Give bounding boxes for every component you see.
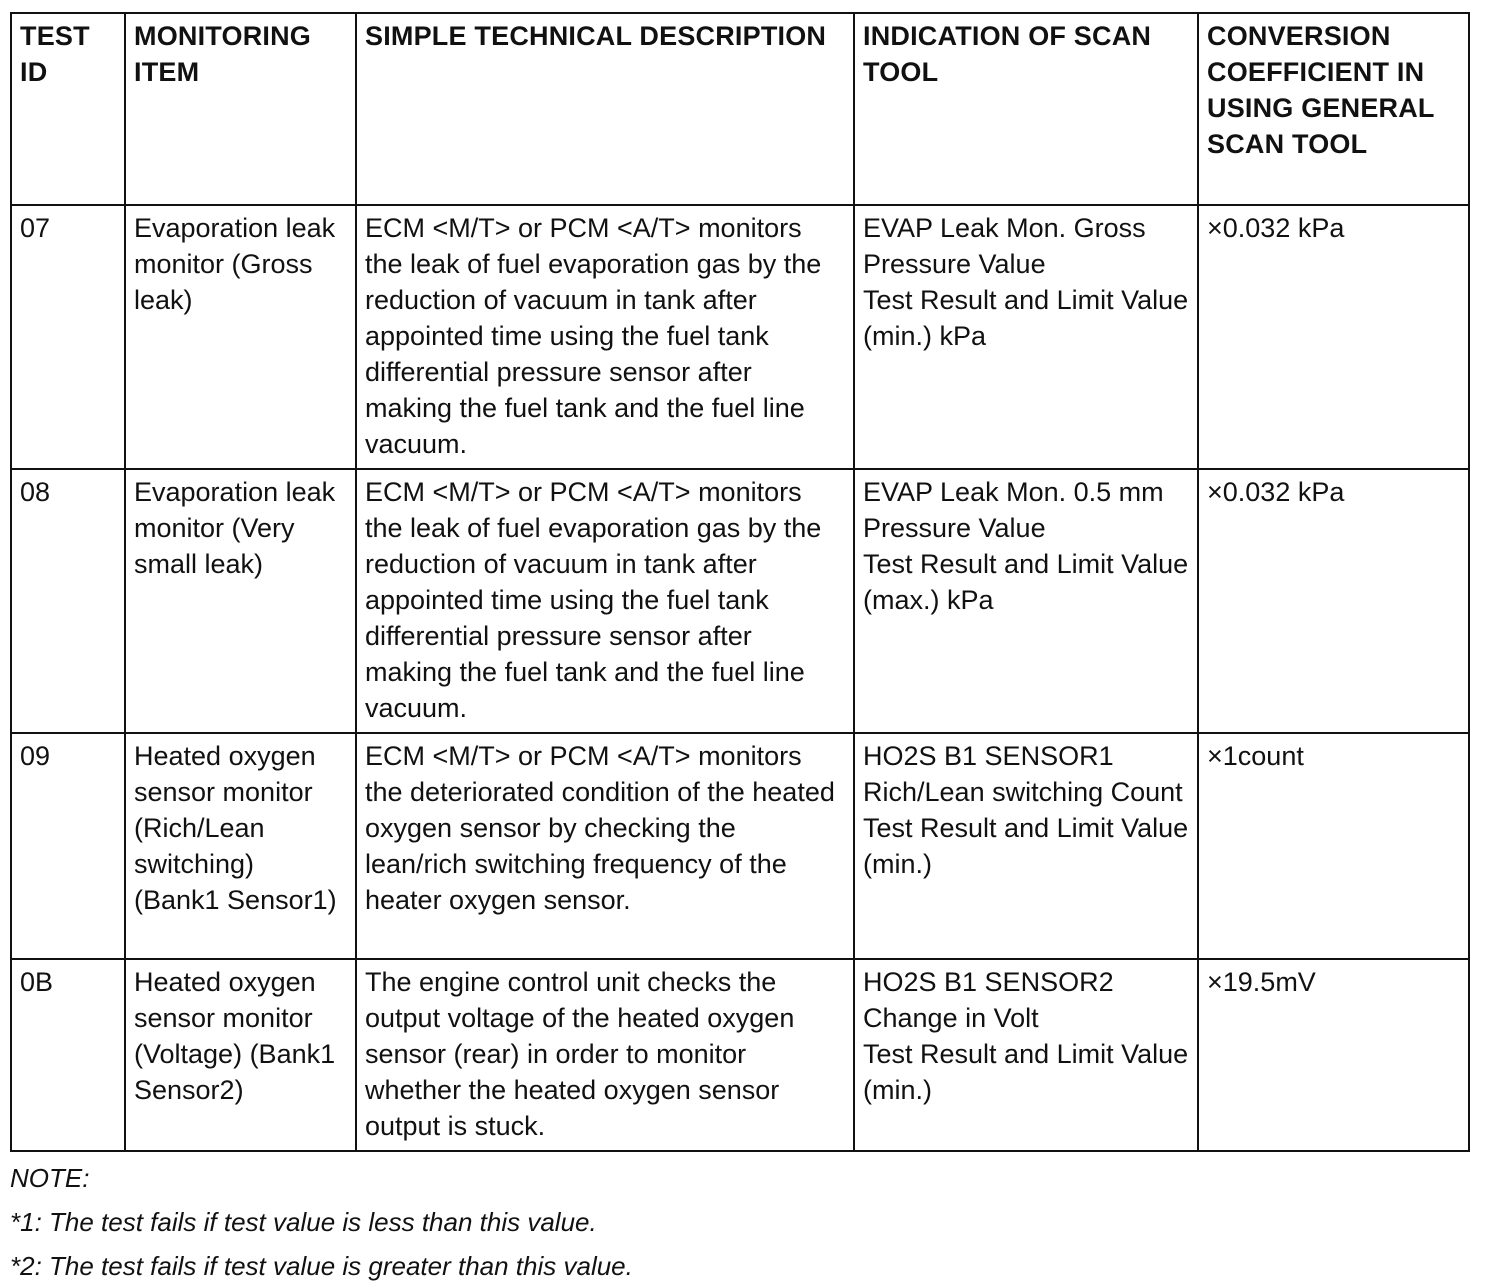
cell-test-id: 0B [11,959,125,1151]
cell-indication: HO2S B1 SENSOR1 Rich/Lean switching Count Test Result and Limit Value (min.) [854,733,1198,959]
cell-description: ECM <M/T> or PCM <A/T> monitors the deteriorated condition of the heated oxygen sensor by checking the lean/rich switching frequency of the heater oxygen sensor. [356,733,854,959]
header-conversion: CONVERSION COEFFICIENT IN USING GENERAL SCAN TOOL [1198,13,1469,205]
cell-indication: EVAP Leak Mon. Gross Pressure Value Test Result and Limit Value (min.) kPa [854,205,1198,469]
table-row [11,469,1469,733]
cell-description: ECM <M/T> or PCM <A/T> monitors the leak of fuel evaporation gas by the reduction of vacuum in tank after appointed time using the fuel tank differential pressure sensor after making the fuel tank and the fuel line vacuum. [356,469,854,733]
note-2: *2: The test fails if test value is greater than this value. [10,1251,633,1281]
cell-test-id: 07 [11,205,125,469]
table-row [11,959,1469,1151]
notes-section [10,1156,1468,1288]
header-monitoring-item: MONITORING ITEM [125,13,356,205]
cell-description: The engine control unit checks the output voltage of the heated oxygen sensor (rear) in order to monitor whether the heated oxygen sensor output is stuck. [356,959,854,1151]
cell-monitoring-item: Evaporation leak monitor (Very small leak) [125,469,356,733]
note-1: *1: The test fails if test value is less than this value. [10,1207,597,1237]
cell-indication: HO2S B1 SENSOR2 Change in Volt Test Result and Limit Value (min.) [854,959,1198,1151]
table-row [11,733,1469,959]
cell-conversion: ×0.032 kPa [1198,205,1469,469]
cell-conversion: ×0.032 kPa [1198,469,1469,733]
cell-indication: EVAP Leak Mon. 0.5 mm Pressure Value Test Result and Limit Value (max.) kPa [854,469,1198,733]
header-test-id: TEST ID [11,13,125,205]
cell-monitoring-item: Heated oxygen sensor monitor (Rich/Lean switching) (Bank1 Sensor1) [125,733,356,959]
table-row [11,205,1469,469]
cell-monitoring-item: Heated oxygen sensor monitor (Voltage) (Bank1 Sensor2) [125,959,356,1151]
note-title: NOTE: [10,1163,90,1193]
table-header-row [11,13,1469,205]
cell-test-id: 09 [11,733,125,959]
cell-test-id: 08 [11,469,125,733]
cell-conversion: ×1count [1198,733,1469,959]
cell-description: ECM <M/T> or PCM <A/T> monitors the leak of fuel evaporation gas by the reduction of vacuum in tank after appointed time using the fuel tank differential pressure sensor after making the fuel tank and the fuel line vacuum. [356,205,854,469]
monitor-spec-table [10,12,1470,1152]
cell-conversion: ×19.5mV [1198,959,1469,1151]
header-indication: INDICATION OF SCAN TOOL [854,13,1198,205]
header-description: SIMPLE TECHNICAL DESCRIPTION [356,13,854,205]
cell-monitoring-item: Evaporation leak monitor (Gross leak) [125,205,356,469]
document-page [10,12,1468,1288]
